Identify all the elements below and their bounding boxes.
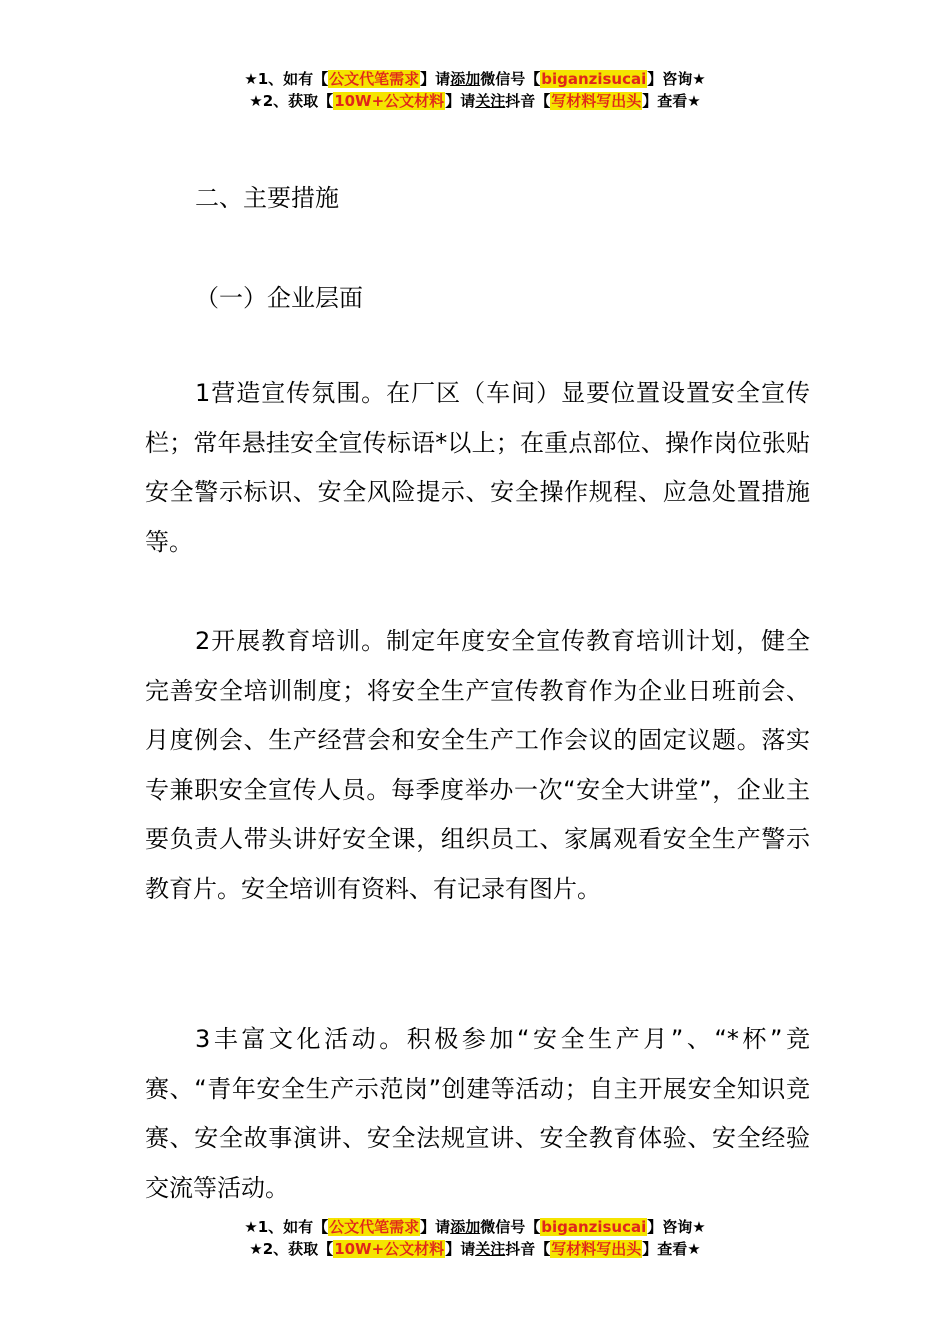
banner-highlight: 公文代笔需求 <box>329 1218 420 1236</box>
banner-highlight: 写材料写出头 <box>551 92 642 110</box>
banner-text: 抖音【 <box>505 92 551 110</box>
banner-highlight: biganzisucai <box>541 1218 647 1236</box>
banner-text: 】请 <box>445 1240 476 1258</box>
banner-line-1 <box>0 68 950 90</box>
paragraph-2: 2开展教育培训。制定年度安全宣传教育培训计划，健全完善安全培训制度；将安全生产宣传教育作为企业日班前会、月度例会、生产经营会和安全生产工作会议的固定议题。落实专兼职安全宣传人员。每季度举办一次“安全大讲堂”，企业主要负责人带头讲好安全课，组织员工、家属观看安全生产警示教育片。安全培训有资料、有记录有图片。 <box>145 627 810 903</box>
banner-underlined: 关注 <box>475 1240 506 1258</box>
banner-highlight: 公文代笔需求 <box>329 70 420 88</box>
banner-underlined: 添加 <box>450 70 481 88</box>
banner-text: ★2、获取【 <box>249 92 334 110</box>
banner-underlined: 添加 <box>450 1218 481 1236</box>
banner-text: 抖音【 <box>505 1240 551 1258</box>
banner-text: ★1、如有【 <box>244 1218 329 1236</box>
banner-text: 】查看★ <box>642 92 701 110</box>
banner-text: ★2、获取【 <box>249 1240 334 1258</box>
paragraph-1: 1营造宣传氛围。在厂区（车间）显要位置设置安全宣传栏；常年悬挂安全宣传标语*以上；在重点部位、操作岗位张贴安全警示标识、安全风险提示、安全操作规程、应急处置措施等。 <box>145 379 810 556</box>
banner-text: 】查看★ <box>642 1240 701 1258</box>
bottom-banner <box>0 1216 950 1260</box>
banner-highlight: 写材料写出头 <box>551 1240 642 1258</box>
banner-text: ★1、如有【 <box>244 70 329 88</box>
banner-highlight: biganzisucai <box>541 70 647 88</box>
banner-text: 】请 <box>420 1218 451 1236</box>
banner-line-2 <box>0 1238 950 1260</box>
banner-line-2 <box>0 90 950 112</box>
banner-text: 微信号【 <box>480 70 541 88</box>
banner-underlined: 关注 <box>475 92 506 110</box>
banner-text: 】咨询★ <box>647 1218 706 1236</box>
banner-line-1 <box>0 1216 950 1238</box>
section-heading: 二、主要措施 <box>195 184 339 212</box>
banner-text: 】咨询★ <box>647 70 706 88</box>
banner-text: 】请 <box>445 92 476 110</box>
banner-highlight: 10W+公文材料 <box>334 1240 445 1258</box>
subsection-heading: （一）企业层面 <box>195 284 363 312</box>
banner-text: 微信号【 <box>480 1218 541 1236</box>
paragraph-3: 3丰富文化活动。积极参加“安全生产月”、“*杯”竞赛、“青年安全生产示范岗”创建等活动；自主开展安全知识竞赛、安全故事演讲、安全法规宣讲、安全教育体验、安全经验交流等活动。 <box>145 1025 810 1202</box>
banner-highlight: 10W+公文材料 <box>334 92 445 110</box>
top-banner <box>0 68 950 112</box>
banner-text: 】请 <box>420 70 451 88</box>
